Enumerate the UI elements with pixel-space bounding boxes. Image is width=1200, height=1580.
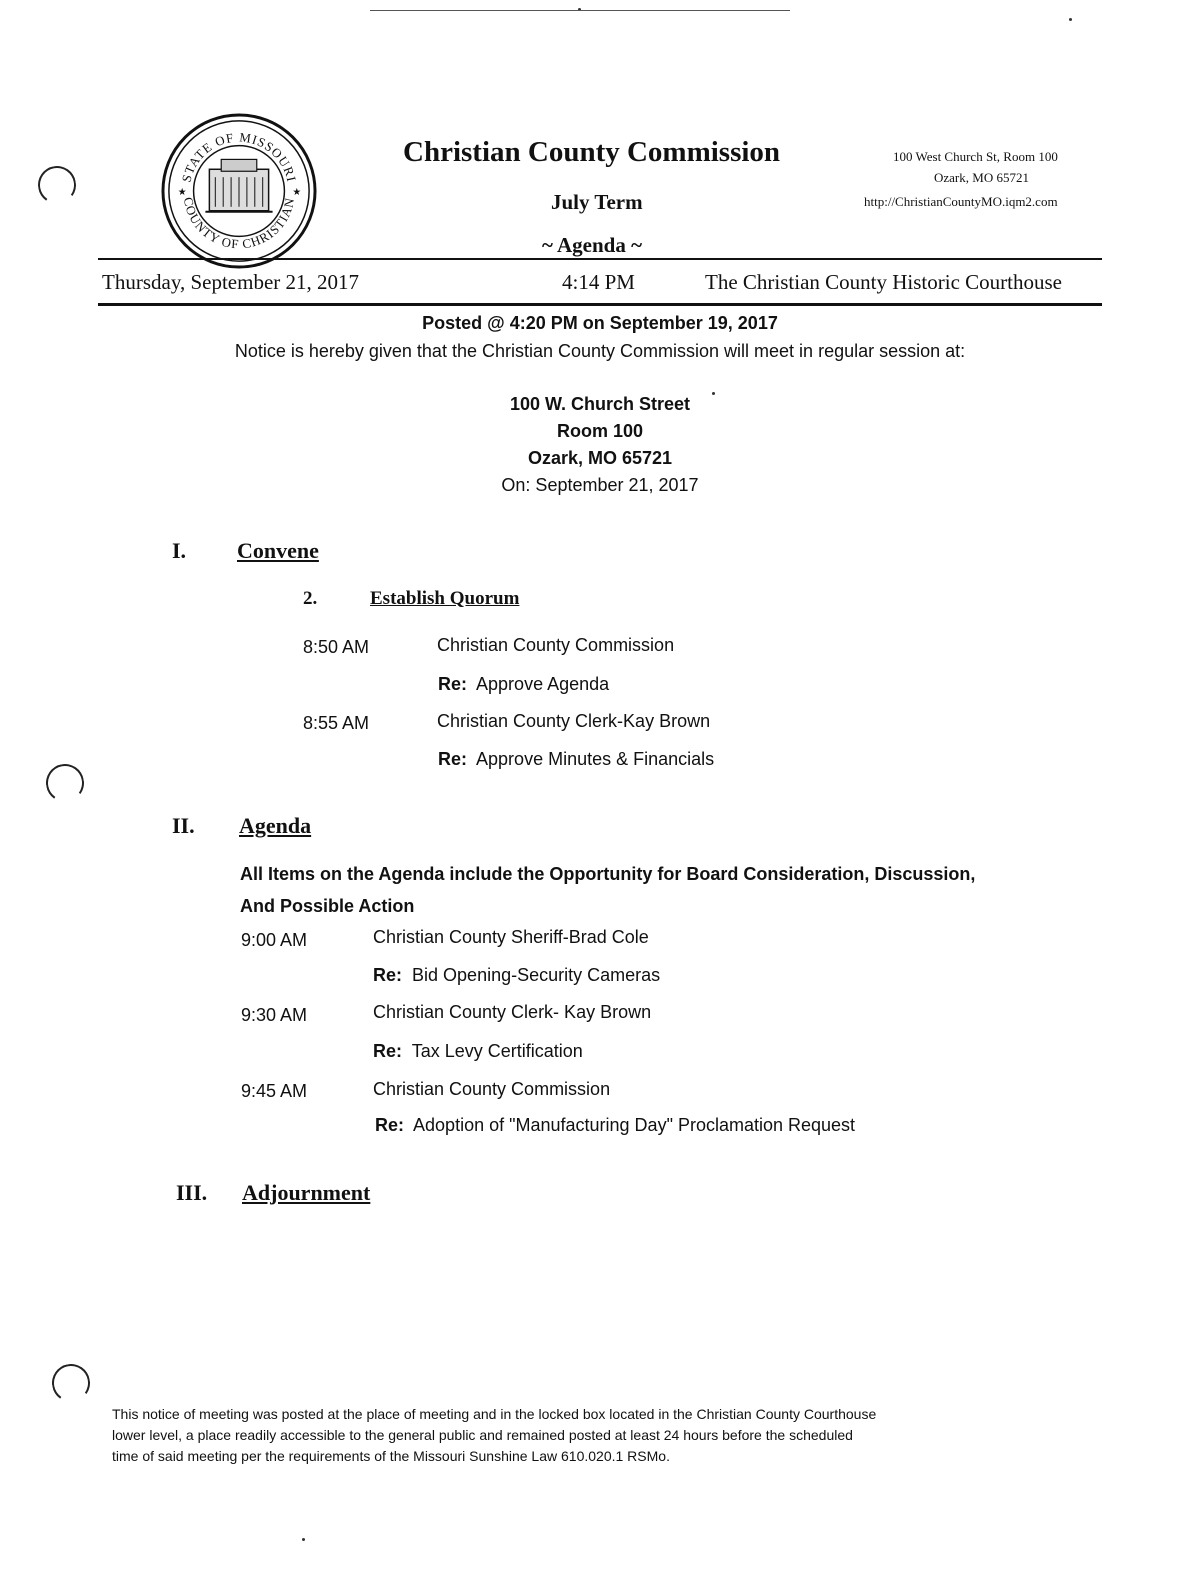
re-label: Re: <box>438 749 468 769</box>
section-1-numeral: I. <box>172 538 187 563</box>
location-street: 100 W. Church Street <box>509 394 691 414</box>
re-label: Re: <box>375 1115 405 1135</box>
agenda-item-re <box>438 749 714 770</box>
agenda-item-time: 8:55 AM <box>303 713 370 733</box>
footer-line-2: lower level, a place readily accessible to the general public and remained posted at least 24 hours before the scheduled <box>112 1427 853 1443</box>
meeting-on-date: On: September 21, 2017 <box>501 475 699 495</box>
footer-line-1: This notice of meeting was posted at the place of meeting and in the locked box located in the Christian County Courthouse <box>112 1406 877 1422</box>
agenda-item-presenter: Christian County Commission <box>437 635 675 655</box>
seal-top-text: STATE OF MISSOURI <box>179 130 299 184</box>
agenda-item-presenter: Christian County Clerk-Kay Brown <box>437 711 711 731</box>
re-label: Re: <box>373 965 403 985</box>
county-seal-logo <box>160 112 318 270</box>
footer-line-3: time of said meeting per the requirements of the Missouri Sunshine Law 610.020.1 RSMo. <box>112 1448 670 1464</box>
section-2-numeral: II. <box>172 813 195 838</box>
agenda-item-time: 9:30 AM <box>241 1005 308 1025</box>
agenda-item-time: 9:45 AM <box>241 1081 308 1101</box>
re-text: Tax Levy Certification <box>411 1041 583 1061</box>
scan-speck <box>1069 18 1072 21</box>
re-text: Approve Agenda <box>476 674 610 694</box>
section-2-title: Agenda <box>239 813 312 838</box>
binder-hole-middle <box>43 761 87 805</box>
header-rule-top <box>98 258 1102 260</box>
meeting-location: The Christian County Historic Courthouse <box>705 270 1062 294</box>
location-city: Ozark, MO 65721 <box>527 448 673 468</box>
seal-bottom-text: COUNTY OF CHRISTIAN <box>180 196 298 252</box>
re-label: Re: <box>438 674 468 694</box>
re-text: Approve Minutes & Financials <box>476 749 715 769</box>
section-3-numeral: III. <box>176 1180 208 1205</box>
scan-speck <box>302 1538 305 1541</box>
svg-text:★: ★ <box>292 186 302 198</box>
scan-top-line <box>370 10 790 11</box>
section-3-title: Adjournment <box>242 1180 371 1205</box>
term-label: July Term <box>551 190 643 214</box>
agenda-item-presenter: Christian County Commission <box>373 1079 611 1099</box>
binder-hole-top <box>35 163 79 207</box>
agenda-item-time: 8:50 AM <box>303 637 370 657</box>
meeting-time: 4:14 PM <box>562 270 635 294</box>
website-link[interactable]: http://ChristianCountyMO.iqm2.com <box>864 194 1058 209</box>
subsection-title: Establish Quorum <box>370 588 520 609</box>
address-line-1: 100 West Church St, Room 100 <box>893 149 1058 164</box>
document-title: Christian County Commission <box>403 136 781 168</box>
agenda-item-re <box>375 1115 855 1136</box>
agenda-label: ~ Agenda ~ <box>542 233 643 257</box>
agenda-item-presenter: Christian County Clerk- Kay Brown <box>373 1002 652 1022</box>
meeting-date: Thursday, September 21, 2017 <box>102 270 360 294</box>
subsection-number: 2. <box>303 588 318 609</box>
re-text: Adoption of "Manufacturing Day" Proclamation Request <box>413 1115 856 1135</box>
address-line-2: Ozark, MO 65721 <box>934 170 1029 185</box>
agenda-item-time: 9:00 AM <box>241 930 308 950</box>
agenda-item-re <box>438 674 609 695</box>
footer-notice <box>112 1404 1032 1467</box>
agenda-intro-line-1: All Items on the Agenda include the Opportunity for Board Consideration, Discussion, <box>240 864 976 884</box>
posted-notice: Posted @ 4:20 PM on September 19, 2017 <box>422 313 778 333</box>
agenda-item-presenter: Christian County Sheriff-Brad Cole <box>373 927 649 947</box>
agenda-intro <box>240 858 1040 922</box>
agenda-intro-line-2: And Possible Action <box>240 896 415 916</box>
svg-text:★: ★ <box>177 186 187 198</box>
session-notice: Notice is hereby given that the Christian County Commission will meet in regular session at: <box>234 341 966 361</box>
section-1-title: Convene <box>237 538 319 563</box>
agenda-item-re <box>373 1041 583 1062</box>
binder-hole-bottom <box>49 1361 93 1405</box>
agenda-item-re <box>373 965 660 986</box>
location-room: Room 100 <box>556 421 644 441</box>
header-rule-bottom <box>98 303 1102 306</box>
re-text: Bid Opening-Security Cameras <box>412 965 661 985</box>
re-label: Re: <box>373 1041 403 1061</box>
